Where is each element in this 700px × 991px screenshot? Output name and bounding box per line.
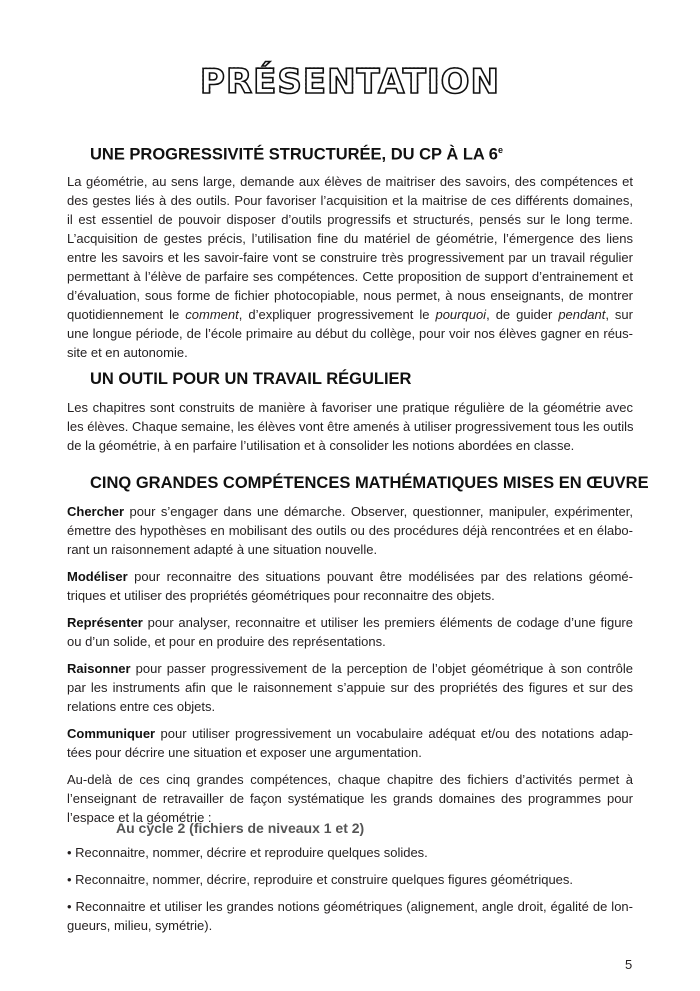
text-line	[67, 324, 633, 343]
text-line	[67, 540, 633, 559]
text-line	[67, 613, 633, 632]
text-line	[67, 305, 633, 324]
competence-term: Chercher	[67, 504, 125, 519]
page-number: 5	[625, 957, 633, 972]
text-segment: gueurs, milieu, symétrie).	[67, 918, 213, 933]
text-segment: pendant	[558, 307, 606, 322]
text-segment: relations entre ces objets.	[67, 699, 216, 714]
paragraph	[67, 897, 633, 935]
competence-term: Raisonner	[67, 661, 131, 676]
text-segment: L’acquisition de gestes précis, l’utilisation fine du matériel de géométrie, l’émergence des liens	[67, 231, 633, 246]
text-segment: site et en autonomie.	[67, 345, 188, 360]
text-segment: d’évaluation, sous forme de fichier photocopiable, nous permet, à nous enseignants, de montrer	[67, 288, 633, 303]
text-line	[67, 743, 633, 762]
text-segment: tées pour décrire une situation et exposer une argumentation.	[67, 745, 422, 760]
text-segment: pour reconnaitre des situations pouvant être modélisées par des relations géomé-	[127, 569, 633, 584]
paragraph	[67, 398, 633, 455]
paragraph-block-3	[67, 502, 633, 827]
paragraph-gap	[67, 605, 633, 613]
text-segment: La géométrie, au sens large, demande aux élèves de maitriser des savoirs, des compétences et	[67, 174, 633, 189]
text-line	[67, 267, 633, 286]
text-line	[67, 286, 633, 305]
text-segment: il est essentiel de pouvoir disposer d’outils progressifs et structurés, pensés sur le long terme.	[67, 212, 633, 227]
text-segment: , d’expliquer progressivement le	[238, 307, 436, 322]
text-segment: permettant à l’élève de parfaire ses compétences. Cette proposition de support d’entrainement et	[67, 269, 633, 284]
competence-term: Représenter	[67, 615, 143, 630]
bullet-list-cycle-2	[67, 843, 633, 935]
paragraph	[67, 502, 633, 559]
text-line	[67, 659, 633, 678]
text-segment: les élèves. Chaque semaine, les élèves vont être amenés à utiliser progressivement tous les outils	[67, 419, 634, 434]
page-title	[0, 62, 700, 102]
paragraph	[67, 613, 633, 651]
text-segment: , sur	[605, 307, 633, 322]
text-segment: de la géométrie, à en parfaire l’utilisation et à consolider les notions abordées en classe.	[67, 438, 575, 453]
paragraph	[67, 659, 633, 716]
text-line	[67, 789, 633, 808]
paragraph-block-1	[67, 172, 633, 362]
paragraph-gap	[67, 762, 633, 770]
section-heading-competences: CINQ GRANDES COMPÉTENCES MATHÉMATIQUES MISES EN ŒUVRE	[90, 474, 649, 492]
section-heading-outil: UN OUTIL POUR UN TRAVAIL RÉGULIER	[90, 370, 412, 388]
text-line	[67, 843, 633, 862]
text-line	[67, 678, 633, 697]
paragraph-gap	[67, 862, 633, 870]
text-line	[67, 567, 633, 586]
text-line	[67, 398, 633, 417]
text-line	[67, 916, 633, 935]
text-line	[67, 210, 633, 229]
text-segment: l’enseignant de retravailler de façon systématique les grands domaines des programmes pour	[67, 791, 633, 806]
text-line	[67, 770, 633, 789]
paragraph	[67, 770, 633, 827]
text-segment: une longue période, de l’école primaire au début du collège, pour voir nos élèves gagner en réus-	[67, 326, 633, 341]
text-line	[67, 248, 633, 267]
text-segment: comment	[185, 307, 239, 322]
text-segment: par les instruments afin que le raisonnement s’appuie sur des propriétés des figures et sur des	[67, 680, 633, 695]
text-line	[67, 724, 633, 743]
text-line	[67, 521, 633, 540]
text-segment: • Reconnaitre et utiliser les grandes notions géométriques (alignement, angle droit, égalité de lon-	[67, 899, 633, 914]
text-line	[67, 343, 633, 362]
text-segment: pour analyser, reconnaitre et utiliser les premiers éléments de codage d’une figure	[142, 615, 633, 630]
paragraph-block-2	[67, 398, 633, 455]
text-segment: pour utiliser progressivement un vocabulaire adéquat et/ou des notations adap-	[155, 726, 633, 741]
text-segment: émettre des hypothèses en mobilisant des outils ou des procédures déjà rencontrées et en élabo-	[67, 523, 633, 538]
paragraph-gap	[67, 651, 633, 659]
text-segment: l’espace et la géométrie :	[67, 810, 212, 825]
paragraph-gap	[67, 889, 633, 897]
heading-superscript: e	[497, 145, 503, 155]
text-line	[67, 502, 633, 521]
heading-text: UNE PROGRESSIVITÉ STRUCTURÉE, DU CP À LA 6	[90, 145, 498, 164]
text-line	[67, 417, 633, 436]
paragraph	[67, 843, 633, 862]
text-line	[67, 436, 633, 455]
text-line	[67, 586, 633, 605]
paragraph	[67, 724, 633, 762]
paragraph-gap	[67, 559, 633, 567]
text-segment: entre les savoirs et les savoir-faire vont se construire très progressivement par un travail régulier	[67, 250, 633, 265]
text-segment: Les chapitres sont construits de manière à favoriser une pratique régulière de la géométrie avec	[67, 400, 633, 415]
text-segment: rant un raisonnement adapté à une situation nouvelle.	[67, 542, 378, 557]
text-segment: triques et utiliser des propriétés géométriques pour reconnaitre des objets.	[67, 588, 495, 603]
paragraph	[67, 172, 633, 362]
page-title-text: PRÉSENTATION	[200, 62, 500, 102]
text-segment: des gestes liés à des outils. Pour favoriser l’acquisition et la maitrise de ces différents domaines,	[67, 193, 633, 208]
text-line	[67, 191, 633, 210]
text-segment: pour s’engager dans une démarche. Observer, questionner, manipuler, expérimenter,	[124, 504, 633, 519]
paragraph-gap	[67, 716, 633, 724]
text-segment: Au-delà de ces cinq grandes compétences, chaque chapitre des fichiers d’activités permet à	[67, 772, 633, 787]
text-segment: quotidiennement le	[67, 307, 186, 322]
section-heading-progressivite	[90, 145, 503, 165]
competence-term: Modéliser	[67, 569, 128, 584]
text-line	[67, 897, 633, 916]
subheading-cycle-2: Au cycle 2 (fichiers de niveaux 1 et 2)	[116, 820, 365, 836]
text-segment: • Reconnaitre, nommer, décrire, reproduire et construire quelques figures géométriques.	[67, 872, 574, 887]
text-line	[67, 632, 633, 651]
text-segment: • Reconnaitre, nommer, décrire et reproduire quelques solides.	[67, 845, 428, 860]
competence-term: Communiquer	[67, 726, 156, 741]
text-segment: pour passer progressivement de la perception de l’objet géométrique à son contrôle	[130, 661, 633, 676]
paragraph	[67, 870, 633, 889]
text-segment: ou d’un solide, et pour en produire des représentations.	[67, 634, 386, 649]
paragraph	[67, 567, 633, 605]
text-segment: pourquoi	[435, 307, 487, 322]
text-line	[67, 870, 633, 889]
text-segment: , de guider	[486, 307, 559, 322]
text-line	[67, 697, 633, 716]
text-line	[67, 229, 633, 248]
text-line	[67, 172, 633, 191]
